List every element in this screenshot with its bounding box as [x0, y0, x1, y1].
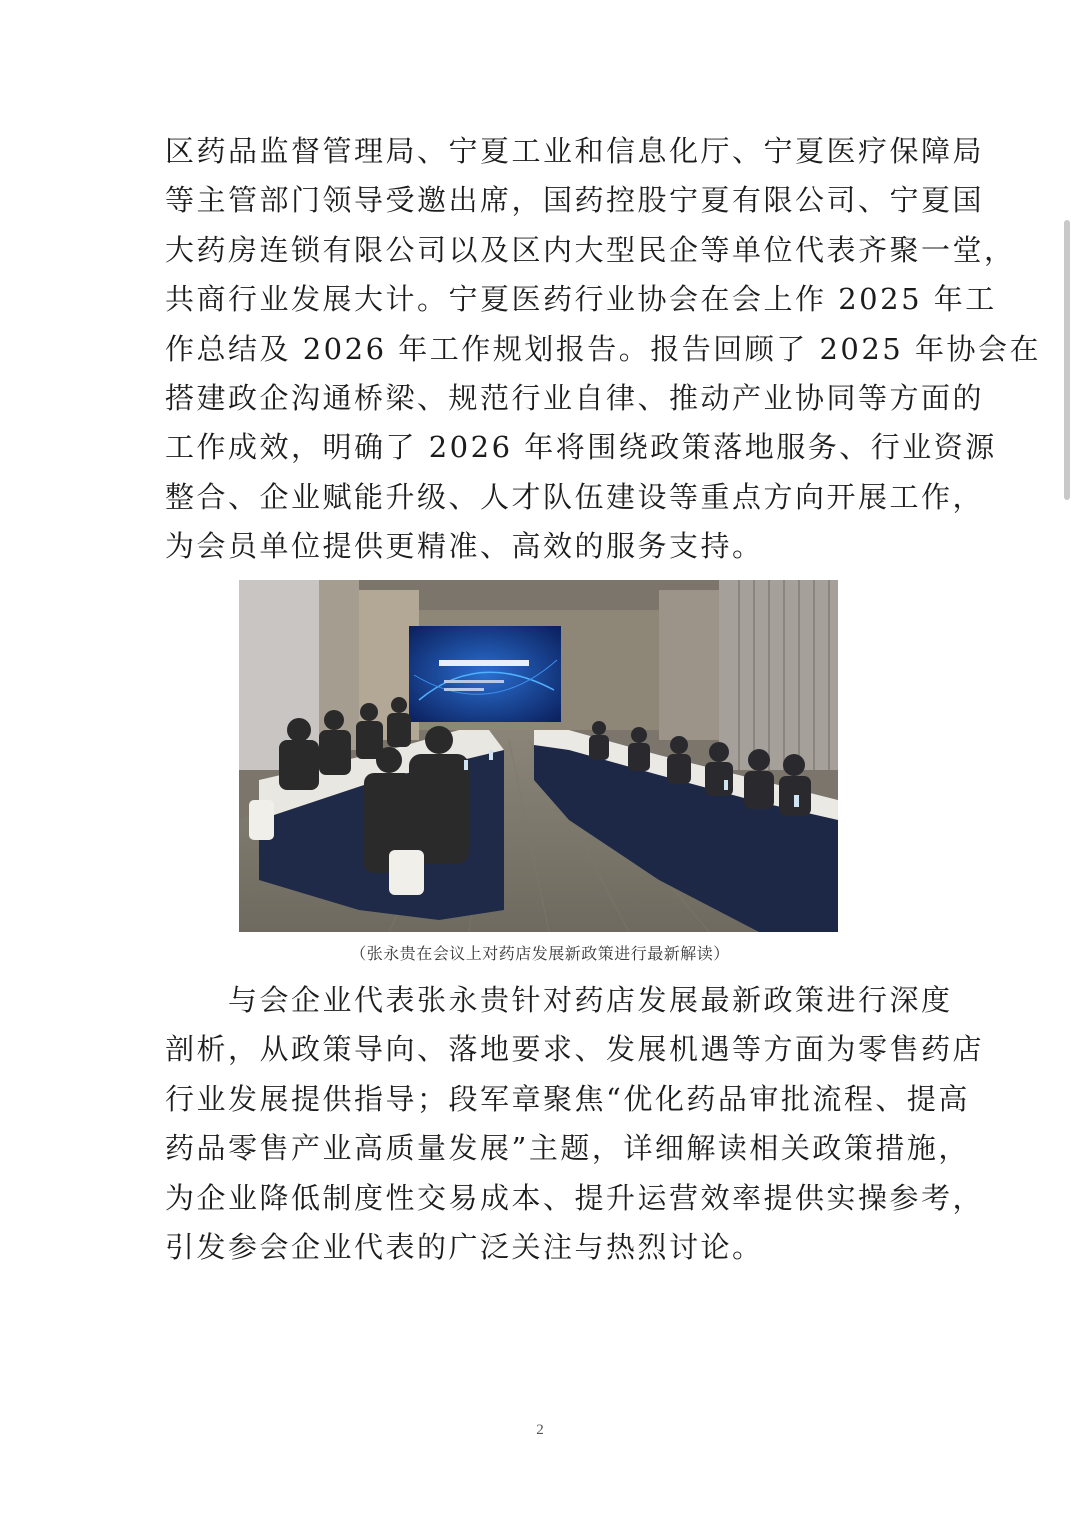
text-line: 区药品监督管理局、宁夏工业和信息化厅、宁夏医疗保障局: [165, 134, 985, 168]
text-line: 与会企业代表张永贵针对药店发展最新政策进行深度: [165, 983, 953, 1017]
text-line: 作总结及 2026 年工作规划报告。报告回顾了 2025 年协会在: [165, 331, 1041, 366]
text-line: 整合、企业赋能升级、人才队伍建设等重点方向开展工作，: [165, 479, 985, 514]
page-number: 2: [536, 1422, 544, 1438]
text-line: 等主管部门领导受邀出席，国药控股宁夏有限公司、宁夏国: [165, 183, 985, 218]
text-line: 引发参会企业代表的广泛关注与热烈讨论。: [165, 1230, 764, 1265]
text-line: 为会员单位提供更精准、高效的服务支持。: [165, 529, 764, 564]
text-line: 大药房连锁有限公司以及区内大型民企等单位代表齐聚一堂，: [165, 232, 1016, 267]
text-line: 行业发展提供指导；段军章聚焦“优化药品审批流程、提高: [165, 1081, 970, 1116]
paragraph-2: [165, 976, 985, 1272]
text-line: 剖析，从政策导向、落地要求、发展机遇等方面为零售药店: [165, 1032, 985, 1067]
photo-caption: （张永贵在会议上对药店发展新政策进行最新解读）: [350, 944, 730, 963]
text-line: 工作成效，明确了 2026 年将围绕政策落地服务、行业资源: [165, 430, 997, 465]
text-line: 为企业降低制度性交易成本、提升运营效率提供实操参考，: [165, 1180, 985, 1215]
conference-photo: [239, 580, 838, 932]
scrollbar-thumb[interactable]: [1064, 220, 1070, 500]
paragraph-1: [165, 127, 1041, 572]
text-line: 共商行业发展大计。宁夏医药行业协会在会上作 2025 年工: [165, 282, 997, 317]
text-line: 药品零售产业高质量发展”主题，详细解读相关政策措施，: [165, 1131, 970, 1166]
text-line: 搭建政企沟通桥梁、规范行业自律、推动产业协同等方面的: [165, 381, 985, 416]
